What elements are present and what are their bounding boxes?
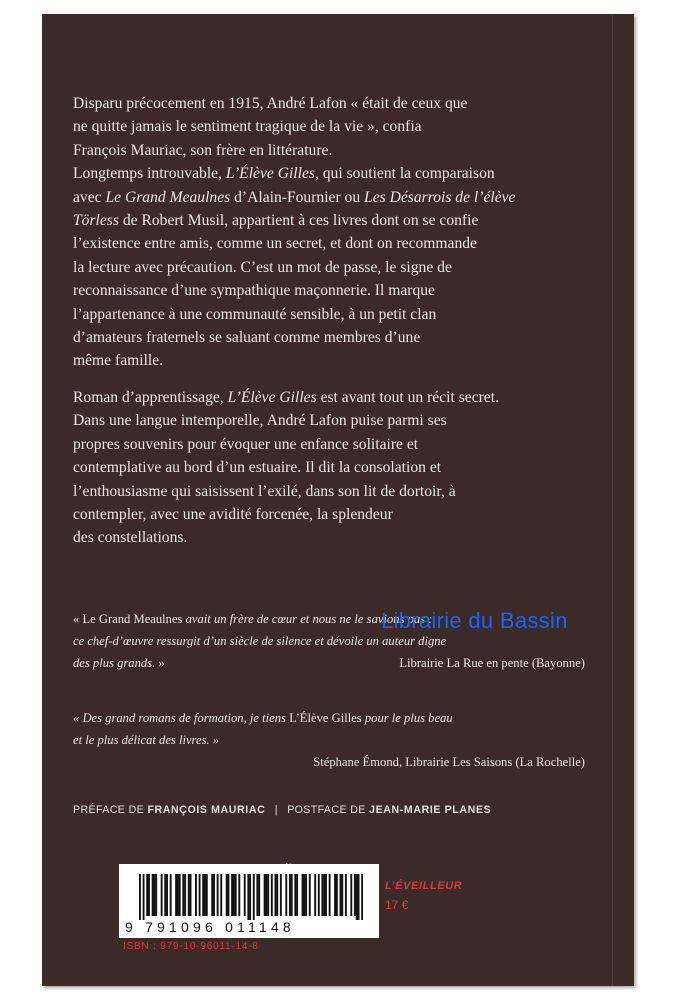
text-run: de Robert Musil, appartient à ces livres dont on se confie: [118, 212, 479, 230]
barcode-bar: [233, 874, 235, 916]
barcode-bar: [321, 874, 323, 916]
review-quote-2: [73, 707, 585, 769]
barcode-bar: [206, 874, 208, 916]
barcode-bar: [199, 874, 201, 916]
barcode-bar: [190, 874, 192, 916]
quote-line: [73, 707, 585, 729]
text-line: [73, 480, 593, 503]
text-line: [73, 139, 593, 162]
text-run: l’enthousiasme qui saisissent l’exilé, dans son lit de dortoir, à: [73, 482, 456, 500]
text-run: contempler, avec une avidité forcenée, la splendeur: [73, 505, 393, 523]
barcode-digits: 9 791096 011148: [125, 919, 295, 935]
postface-author: JEAN-MARIE PLANES: [369, 804, 492, 816]
barcode-bar: [276, 874, 278, 916]
text-run: est avant tout un récit secret.: [316, 388, 499, 406]
barcode: [119, 864, 379, 938]
barcode-bar: [188, 874, 190, 916]
italic-text: Törless: [73, 212, 119, 230]
preface-label: PRÉFACE DE: [73, 804, 145, 816]
italic-text: avait un frère de cœur et nous ne le savions pas :: [185, 612, 433, 626]
barcode-bar: [340, 874, 342, 916]
text-line: [73, 349, 593, 372]
barcode-bar: [220, 874, 222, 916]
text-line: [73, 409, 593, 432]
text-line: [73, 526, 593, 549]
barcode-bar: [265, 874, 267, 916]
back-cover: [42, 14, 634, 986]
text-line: [73, 186, 593, 209]
barcode-bar: [274, 874, 276, 916]
barcode-bar: [238, 874, 240, 916]
text-run: « Le Grand Meaulnes: [73, 612, 186, 626]
text-run: , qui soutient la comparaison: [314, 165, 495, 183]
italic-text: Les Désarrois de l’élève: [364, 188, 516, 206]
barcode-bar: [271, 874, 273, 916]
barcode-bar: [305, 874, 307, 916]
credits-line: [73, 804, 593, 816]
barcode-bar: [336, 874, 338, 916]
barcode-bar: [148, 874, 150, 916]
text-line: [73, 326, 593, 349]
text-run: avec: [73, 188, 106, 206]
italic-text: des plus grands.: [73, 656, 156, 670]
price: 17 €: [385, 898, 409, 912]
barcode-bar: [166, 874, 168, 916]
barcode-bars: [139, 874, 363, 920]
barcode-bar: [358, 874, 360, 920]
barcode-bar: [280, 874, 282, 916]
barcode-bar: [184, 874, 186, 916]
text-run: propres souvenirs pour évoquer une enfance solitaire et: [73, 435, 419, 453]
text-run: Disparu précocement en 1915, André Lafon « était de ceux que: [73, 95, 468, 112]
text-run: contemplative au bord d’un estuaire. Il dit la consolation et: [73, 459, 442, 477]
italic-text: et le plus délicat des livres. »: [73, 733, 220, 747]
text-run: Roman d’apprentissage,: [73, 388, 228, 406]
barcode-bar: [235, 874, 237, 916]
text-run: François Mauriac, son frère en littérature.: [73, 141, 333, 159]
text-run: d’Alain-Fournier ou: [230, 188, 365, 206]
barcode-bar: [267, 874, 269, 916]
barcode-bar: [170, 874, 172, 916]
text-line: [73, 433, 593, 456]
text-run: L’Élève Gilles: [289, 711, 365, 725]
text-run: des constellations.: [73, 529, 188, 547]
text-line: [73, 456, 593, 479]
text-run: l’existence entre amis, comme un secret, et dont on recommande: [73, 235, 477, 253]
postface-label: POSTFACE DE: [287, 804, 366, 816]
text-line: [73, 209, 593, 232]
barcode-bar: [204, 874, 206, 916]
imprint-name: L’ÉVEILLEUR: [385, 880, 463, 892]
text-run: »: [155, 656, 165, 670]
barcode-bar: [161, 874, 163, 916]
barcode-bar: [256, 874, 258, 916]
barcode-bar: [146, 874, 148, 916]
barcode-bar: [341, 874, 343, 916]
barcode-bar: [244, 874, 246, 916]
barcode-bar: [143, 874, 145, 920]
barcode-bar: [323, 874, 325, 916]
barcode-bar: [314, 874, 316, 916]
text-line: [73, 232, 593, 255]
barcode-bar: [202, 874, 204, 916]
italic-text: « Des grand romans de formation, je tiens: [73, 711, 290, 725]
text-line: [73, 162, 593, 185]
text-run: reconnaissance d’une sympathique maçonnerie. Il marque: [73, 282, 435, 300]
barcode-bar: [175, 874, 177, 916]
spine-fold: [612, 14, 613, 986]
barcode-bar: [211, 874, 213, 916]
barcode-bar: [231, 874, 233, 916]
text-run: d’amateurs fraternels se saluant comme membres d’une: [73, 329, 421, 347]
text-line: [73, 503, 593, 526]
barcode-bar: [155, 874, 157, 916]
preface-author: FRANÇOIS MAURIAC: [147, 804, 266, 816]
barcode-bar: [179, 874, 181, 916]
barcode-bar: [195, 874, 197, 916]
italic-text: pour le plus beau: [364, 711, 453, 725]
barcode-bar: [152, 874, 154, 916]
barcode-bar: [291, 874, 293, 916]
text-run: ne quitte jamais le sentiment tragique de la vie », confia: [73, 118, 422, 136]
barcode-bar: [303, 874, 305, 916]
barcode-bar: [228, 874, 230, 916]
barcode-bar: [177, 874, 179, 916]
text-run: Longtemps introuvable,: [73, 165, 226, 183]
barcode-bar: [226, 874, 228, 916]
barcode-bar: [354, 874, 356, 916]
barcode-bar: [182, 874, 184, 916]
text-run: l’appartenance à une communauté sensible, à un petit clan: [73, 305, 437, 323]
barcode-bar: [247, 874, 249, 920]
barcode-bar: [361, 874, 363, 920]
italic-text: Le Grand Meaulnes: [105, 188, 231, 206]
barcode-bar: [356, 874, 358, 920]
text-line: [73, 92, 593, 115]
barcode-bar: [213, 874, 215, 916]
barcode-bar: [139, 874, 141, 920]
italic-text: L’Élève Gilles: [227, 388, 317, 406]
text-line: [73, 256, 593, 279]
text-run: Dans une langue intemporelle, André Lafon puise parmi ses: [73, 412, 447, 430]
text-line: [73, 115, 593, 138]
text-line: [73, 386, 593, 409]
barcode-bar: [318, 874, 320, 916]
barcode-bar: [350, 874, 352, 916]
barcode-bar: [329, 874, 331, 916]
quote-attribution: Stéphane Émond, Librairie Les Saisons (La Rochelle): [313, 755, 585, 769]
quote-attribution: Librairie La Rue en pente (Bayonne): [399, 656, 585, 670]
text-run: la lecture avec précaution. C’est un mot de passe, le signe de: [73, 258, 452, 276]
barcode-bar: [285, 874, 287, 916]
paragraph-2: [73, 386, 593, 550]
barcode-bar: [153, 874, 155, 916]
italic-text: L’Élève Gilles: [225, 165, 315, 183]
barcode-bar: [309, 874, 311, 916]
barcode-bar: [296, 874, 298, 916]
barcode-bar: [289, 874, 291, 916]
text-run: même famille.: [73, 352, 164, 370]
italic-text: ce chef-d’œuvre ressurgit d’un siècle de silence et dévoile un auteur digne: [73, 634, 447, 648]
barcode-bar: [217, 874, 219, 916]
barcode-bar: [258, 874, 260, 916]
watermark: Librairie du Bassin: [381, 608, 568, 633]
barcode-bar: [325, 874, 327, 916]
credits-separator: |: [274, 804, 278, 816]
isbn: ISBN : 979-10-96011-14-8: [123, 941, 259, 952]
barcode-bar: [164, 874, 166, 916]
barcode-bar: [253, 874, 255, 920]
quote-line: [73, 729, 585, 751]
paragraph-1: [73, 92, 593, 373]
barcode-bar: [249, 874, 251, 920]
barcode-bar: [334, 874, 336, 916]
text-line: [73, 303, 593, 326]
text-line: [73, 279, 593, 302]
barcode-bar: [294, 874, 296, 916]
blurb: [73, 92, 593, 550]
barcode-bar: [264, 874, 266, 916]
barcode-bar: [345, 874, 347, 916]
barcode-bar: [302, 874, 304, 916]
